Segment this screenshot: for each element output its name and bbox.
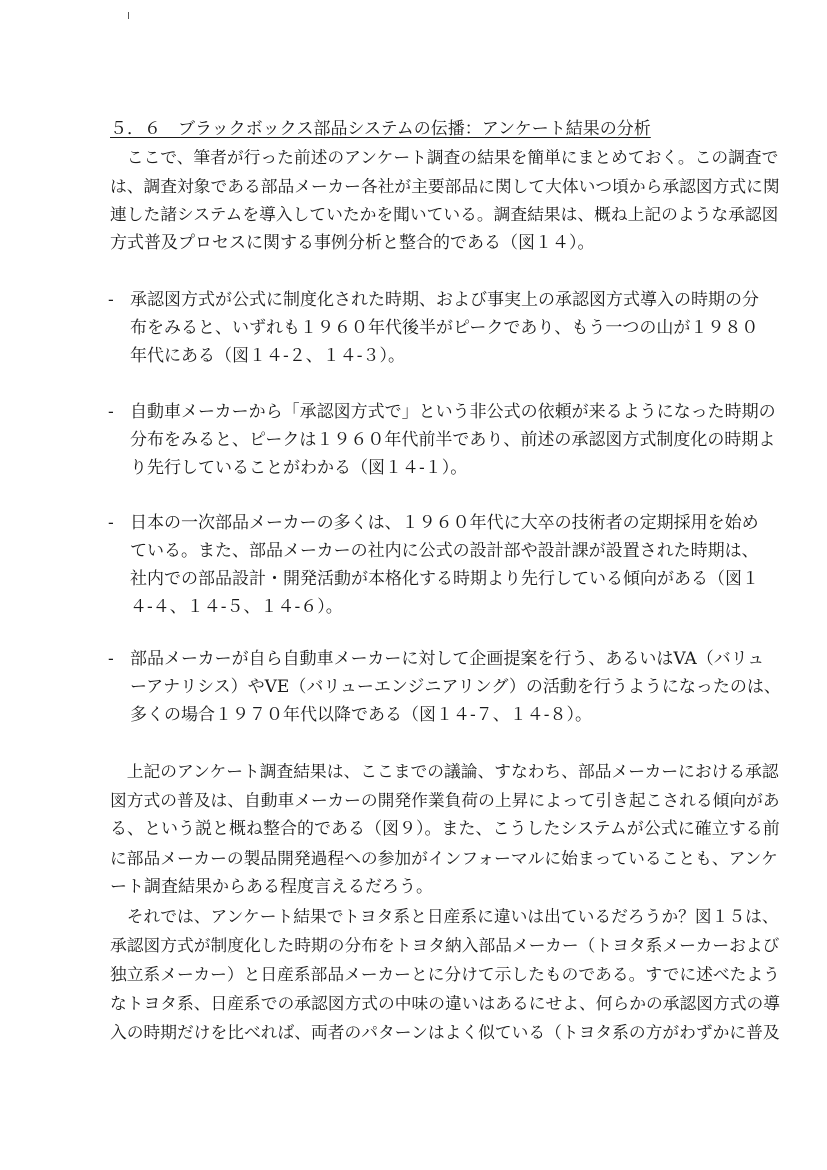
bullet-2-line-2: 分布をみると、ピークは１９６０年代前半であり、前述の承認図方式制度化の時期よ [130, 430, 776, 450]
bullet-4-line-3: 多くの場合１９７０年代以降である（図１４-７、１４-８）。 [130, 705, 592, 725]
closing-line-4: に部品メーカーの製品開発過程への参加がインフォーマルに始まっていることも、アンケ [110, 848, 778, 868]
closing-line-10: 入の時期だけを比べれば、両者のパターンはよく似ている（トヨタ系の方がわずかに普及 [110, 1022, 780, 1042]
intro-line-1: ここで、筆者が行った前述のアンケート調査の結果を簡単にまとめておく。この調査で [110, 147, 779, 167]
closing-line-2: 図方式の普及は、自動車メーカーの開発作業負荷の上昇によって引き起こされる傾向があ [110, 790, 780, 810]
bullet-4-line-1: 部品メーカーが自ら自動車メーカーに対して企画提案を行う、あるいはVA（バリュ [130, 649, 765, 669]
bullet-marker-2: - [108, 402, 114, 422]
bullet-1-line-2: 布をみると、いずれも１９６０年代後半がピークであり、もう一つの山が１９８０ [130, 318, 759, 338]
intro-line-3: 連した諸システムを導入していたかを聞いている。調査結果は、概ね上記のような承認図 [110, 204, 779, 224]
closing-line-3: る、という説と概ね整合的である（図９）。また、こうしたシステムが公式に確立する前 [110, 819, 780, 839]
bullet-4-line-2: ーアナリシス）やVE（バリューエンジニアリング）の活動を行うようになったのは、 [130, 677, 781, 697]
closing-line-1: 上記のアンケート調査結果は、ここまでの議論、すなわち、部品メーカーにおける承認 [110, 761, 779, 781]
section-heading: ５．６ ブラックボックス部品システムの伝播：アンケート結果の分析 [110, 119, 651, 139]
bullet-3-line-1: 日本の一次部品メーカーの多くは、１９６０年代に大卒の技術者の定期採用を始め [130, 513, 759, 533]
closing-line-6: それでは、アンケート結果でトヨタ系と日産系に違いは出ているだろうか？図１５は、 [110, 906, 779, 926]
bullet-2-line-3: り先行していることがわかる（図１４-１）。 [130, 458, 468, 478]
bullet-2-line-1: 自動車メーカーから「承認図方式で」という非公式の依頼が来るようになった時期の [130, 402, 776, 422]
closing-line-7: 承認図方式が制度化した時期の分布をトヨタ納入部品メーカー（トヨタ系メーカーおよび [110, 935, 780, 955]
bullet-1-line-1: 承認図方式が公式に制度化された時期、および事実上の承認図方式導入の時期の分 [130, 290, 759, 310]
closing-line-9: なトヨタ系、日産系での承認図方式の中味の違いはあるにせよ、何らかの承認図方式の導 [110, 993, 781, 1013]
bullet-marker-3: - [108, 513, 114, 533]
scan-mark [128, 12, 129, 19]
bullet-marker-1: - [108, 290, 114, 310]
bullet-3-line-2: ている。また、部品メーカーの社内に公式の設計部や設計課が設置された時期は、 [130, 541, 759, 561]
intro-line-2: は、調査対象である部品メーカー各社が主要部品に関して大体いつ頃から承認図方式に関 [110, 176, 780, 196]
closing-line-5: ート調査結果からある程度言えるだろう。 [110, 877, 433, 897]
bullet-3-line-3: 社内での部品設計・開発活動が本格化する時期より先行している傾向がある（図１ [130, 569, 759, 589]
intro-line-4: 方式普及プロセスに関する事例分析と整合的である（図１４）。 [110, 233, 595, 253]
closing-line-8: 独立系メーカー）と日産系部品メーカーとに分けて示したものである。すでに述べたよう [110, 964, 780, 984]
bullet-3-line-4: ４-４、１４-５、１４-６）。 [130, 597, 343, 617]
bullet-marker-4: - [108, 649, 114, 669]
bullet-1-line-3: 年代にある（図１４-２、１４-３）。 [130, 346, 405, 366]
